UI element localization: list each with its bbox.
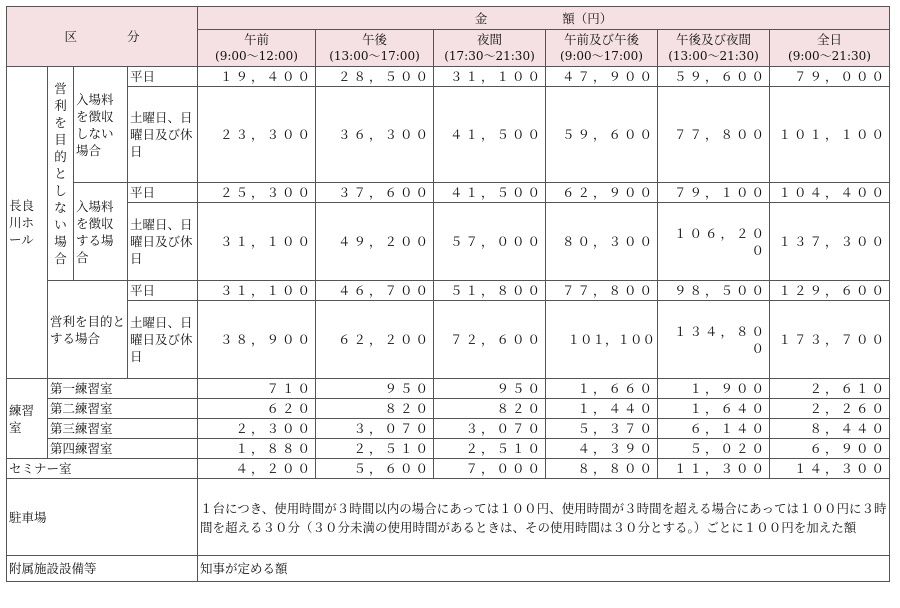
- fee-cell: ５９，６００: [658, 67, 770, 87]
- fee-cell: ７１０: [198, 379, 316, 399]
- fee-cell: ３１，１００: [434, 67, 546, 87]
- table-row: [7, 87, 890, 183]
- fee-cell: ５１，８００: [434, 281, 546, 301]
- weekday-label: 平日: [128, 281, 198, 301]
- fee-cell: ２，２６０: [770, 399, 890, 419]
- fee-cell: ８２０: [434, 399, 546, 419]
- fee-cell: １０６，２００: [658, 203, 770, 281]
- room-name: 第三練習室: [48, 419, 198, 439]
- fee-cell: ７，０００: [434, 459, 546, 479]
- fee-cell: １３４，８００: [658, 301, 770, 379]
- fee-cell: ９５０: [316, 379, 434, 399]
- seminar-label: セミナー室: [7, 459, 198, 479]
- col-header-night: 夜間 (17:30～21:30): [434, 30, 546, 67]
- parking-text: １台につき、使用時間が３時間以内の場合にあっては１００円、使用時間が３時間を超える場合にあっては１００円に３時間を超える３０分（３０分未満の使用時間があるときは、その使用時間は３０分とする。）ごとに１００円を加えた額: [198, 479, 890, 556]
- with-fee-label: 入場料を徴収する場合: [74, 183, 128, 281]
- hall-label: 長良川ホール: [7, 67, 48, 379]
- fee-cell: ７２，６００: [434, 301, 546, 379]
- fee-cell: ５，６００: [316, 459, 434, 479]
- fee-cell: １，４４０: [546, 399, 658, 419]
- fee-cell: ２，５１０: [316, 439, 434, 459]
- weekday-label: 平日: [128, 67, 198, 87]
- annex-label: 附属施設設備等: [7, 556, 198, 582]
- col-header-afternoon: 午後 (13:00～17:00): [316, 30, 434, 67]
- fee-cell: １０１，１００: [770, 87, 890, 183]
- nonprofit-label: 営利を目的としない場合: [48, 67, 74, 281]
- parking-label: 駐車場: [7, 479, 198, 556]
- fee-cell: ９８，５００: [658, 281, 770, 301]
- table-row: [7, 439, 890, 459]
- fee-cell: ２，６１０: [770, 379, 890, 399]
- fee-cell: ８，８００: [546, 459, 658, 479]
- fee-cell: ２５，３００: [198, 183, 316, 203]
- holiday-label: 土曜日、日曜日及び休日: [128, 203, 198, 281]
- table-row: [7, 67, 890, 87]
- fee-cell: ４１，５００: [434, 183, 546, 203]
- fee-cell: ６，９００: [770, 439, 890, 459]
- table-row: [7, 459, 890, 479]
- fee-cell: ７９，０００: [770, 67, 890, 87]
- annex-text: 知事が定める額: [198, 556, 890, 582]
- table-row: [7, 183, 890, 203]
- fee-cell: １７３，７００: [770, 301, 890, 379]
- fee-cell: １，８８０: [198, 439, 316, 459]
- kubun-header: 区 分: [7, 7, 198, 67]
- fee-cell: ４６，７００: [316, 281, 434, 301]
- fee-cell: ５９，６００: [546, 87, 658, 183]
- fee-cell: １３７，３００: [770, 203, 890, 281]
- fee-cell: １２９，６００: [770, 281, 890, 301]
- fee-cell: ７７，８００: [658, 87, 770, 183]
- table-row: [7, 281, 890, 301]
- fee-cell: ４，３９０: [546, 439, 658, 459]
- fee-cell: ９５０: [434, 379, 546, 399]
- fee-cell: ３６，３００: [316, 87, 434, 183]
- col-header-afternoon-night: 午後及び夜間 (13:00～21:30): [658, 30, 770, 67]
- fee-cell: ６２，９００: [546, 183, 658, 203]
- fee-cell: ８，４４０: [770, 419, 890, 439]
- fee-cell: ６２０: [198, 399, 316, 419]
- fee-cell: ８０，３００: [546, 203, 658, 281]
- fee-cell: ６，１４０: [658, 419, 770, 439]
- fee-cell: ７９，１００: [658, 183, 770, 203]
- kingaku-header: 金 額（円）: [198, 7, 890, 30]
- fee-cell: １，９００: [658, 379, 770, 399]
- fee-cell: １，６４０: [658, 399, 770, 419]
- room-name: 第四練習室: [48, 439, 198, 459]
- room-name: 第一練習室: [48, 379, 198, 399]
- table-row: [7, 379, 890, 399]
- col-header-morning: 午前 (9:00～12:00): [198, 30, 316, 67]
- room-name: 第二練習室: [48, 399, 198, 419]
- fee-cell: １４，３００: [770, 459, 890, 479]
- col-header-allday: 全日 (9:00～21:30): [770, 30, 890, 67]
- table-row: [7, 301, 890, 379]
- no-fee-label: 入場料を徴収しない場合: [74, 67, 128, 183]
- fee-cell: ４９，２００: [316, 203, 434, 281]
- fee-cell: ３１，１００: [198, 203, 316, 281]
- fee-cell: １０４，４００: [770, 183, 890, 203]
- fee-cell: １１，３００: [658, 459, 770, 479]
- fee-cell: １，６６０: [546, 379, 658, 399]
- fee-cell: １９，４００: [198, 67, 316, 87]
- fee-cell: ３７，６００: [316, 183, 434, 203]
- fee-cell: ５，０２０: [658, 439, 770, 459]
- fee-cell: ８２０: [316, 399, 434, 419]
- holiday-label: 土曜日、日曜日及び休日: [128, 301, 198, 379]
- holiday-label: 土曜日、日曜日及び休日: [128, 87, 198, 183]
- fee-cell: ４１，５００: [434, 87, 546, 183]
- fee-cell: １０１，１００: [546, 301, 658, 379]
- fee-cell: ４，２００: [198, 459, 316, 479]
- practice-label: 練習室: [7, 379, 48, 459]
- table-row: [7, 399, 890, 419]
- col-header-morning-afternoon: 午前及び午後 (9:00～17:00): [546, 30, 658, 67]
- fee-cell: ５，３７０: [546, 419, 658, 439]
- table-row: [7, 479, 890, 556]
- table-row: [7, 556, 890, 582]
- table-row: [7, 419, 890, 439]
- table-row: [7, 203, 890, 281]
- fee-cell: ２，５１０: [434, 439, 546, 459]
- fee-cell: ３，０７０: [434, 419, 546, 439]
- weekday-label: 平日: [128, 183, 198, 203]
- fee-cell: ２，３００: [198, 419, 316, 439]
- fee-cell: ６２，２００: [316, 301, 434, 379]
- fee-cell: ３１，１００: [198, 281, 316, 301]
- fee-cell: ５７，０００: [434, 203, 546, 281]
- fee-cell: ４７，９００: [546, 67, 658, 87]
- fee-table: [6, 6, 890, 582]
- fee-cell: ３８，９００: [198, 301, 316, 379]
- fee-cell: ２８，５００: [316, 67, 434, 87]
- fee-cell: ２３，３００: [198, 87, 316, 183]
- fee-cell: ７７，８００: [546, 281, 658, 301]
- profit-label: 営利を目的とする場合: [48, 281, 128, 379]
- fee-cell: ３，０７０: [316, 419, 434, 439]
